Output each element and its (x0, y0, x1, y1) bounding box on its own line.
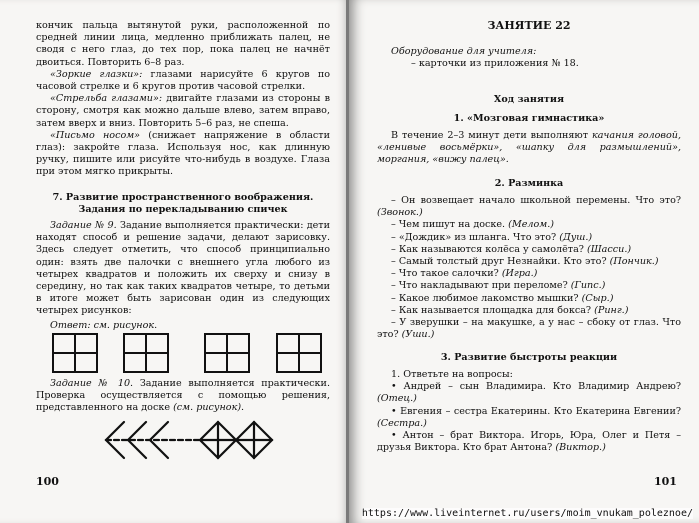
riddle-item: – Чем пишут на доске. (Мелом.) (391, 219, 555, 231)
riddle-list (377, 195, 681, 341)
riddle-item: – «Дождик» из шланга. Что это? (Душ.) (391, 231, 593, 243)
task-9: Задание № 9. Задание выполняется практически: дети находят способ и решение задачи, делают зарисовку. Здесь следует отметить, что способ принципиально один: взять две палочки с внешнего угла любого из четырех квадратов и положить их сверху и снизу в середину, но так как таких квадратов четыре, то детьми в итоге может быть зарисован один из следующих четырех рисунков: Ответ: см. рисунок. (36, 220, 330, 331)
fish-matchstick-figure (100, 418, 280, 462)
course-heading: Ход занятия (493, 94, 565, 105)
riddle-item: • Евгения – сестра Екатерины. Кто Екатерина Евгении? (Сестра.) (377, 405, 681, 429)
equipment-block: Оборудование для учителя: – карточки из приложения № 18. (391, 46, 579, 70)
matchstick-figure-2 (123, 333, 169, 373)
section-1-heading: 1. «Мозговая гимнастика» (453, 113, 605, 124)
left-page-text (36, 20, 330, 179)
riddle-item: • Антон – брат Виктора. Игорь, Юра, Олег и Петя – друзья Виктора. Кто брат Антона? (Виктор.) (377, 430, 681, 454)
left-page (0, 0, 349, 523)
left-page-number: 100 (36, 475, 59, 488)
riddle-item: – Что накладывают при переломе? (Гипс.) (391, 280, 606, 292)
matchstick-figure-1 (52, 333, 98, 373)
matchstick-figure-4 (276, 333, 322, 373)
riddle-item: – У зверушки – на макушке, а у нас – сбоку от глаз. Что это? (Уши.) (377, 317, 681, 341)
riddle-item: – Что такое салочки? (Игра.) (391, 268, 538, 280)
riddle-item: – Он возвещает начало школьной перемены. Что это? (Звонок.) (377, 195, 681, 219)
lesson-title: ЗАНЯТИЕ 22 (487, 19, 571, 32)
exercise-nose-writing: «Письмо носом» (снижает напряжение в области глаз): закройте глаза. Используя нос, как длинную ручку, пишите или рисуйте что-нибудь в воздухе. Глаза при этом мягко прикрыты. (36, 129, 330, 178)
right-page-number: 101 (654, 475, 677, 488)
exercise-eye-shooting: «Стрельба глазами»: двигайте глазами из стороны в сторону, смотря как можно дальше влево, затем вправо, затем вверх и вниз. Повторить 5–6 раз, не спеша. (36, 93, 330, 129)
reaction-questions: 1. Ответьте на вопросы: • Андрей – сын Владимира. Кто Владимир Андрею? (Отец.) • Евгения – сестра Екатерины. Кто Екатерина Евгении? (Сестра.) • Антон – брат Виктора. Игорь, Юра, Олег и Петя – друзья Виктора. Кто брат Антона? (Виктор.) (377, 369, 681, 454)
section-3-heading: 3. Развитие быстроты реакции (440, 352, 618, 363)
task-10: Задание № 10. Задание выполняется практически. Проверка осуществляется с помощью решения, представленного на доске (см. рисунок). (36, 378, 330, 414)
riddle-item: – Самый толстый друг Незнайки. Кто это? (Пончик.) (391, 256, 659, 268)
riddle-item: – Как называется площадка для бокса? (Ринг.) (391, 304, 629, 316)
answer-label: Ответ: см. рисунок. (50, 319, 158, 331)
section-2-heading: 2. Разминка (494, 178, 564, 189)
section-7-heading: 7. Развитие пространственного воображения. Задания по перекладыванию спичек (52, 192, 314, 216)
riddle-item: – Какое любимое лакомство мышки? (Сыр.) (391, 292, 614, 304)
exercise-continuation: кончик пальца вытянутой руки, расположенной по средней линии лица, медленно приближать палец, не сводя с него глаз, до тех пор, пока палец не начнёт двоиться. Повторить 6–8 раз. (36, 20, 330, 68)
riddle-item: – Как называются колёса у самолёта? (Шасси.) (391, 243, 632, 255)
right-page (349, 0, 699, 523)
exercise-sharp-eyes: «Зоркие глазки»: глазами нарисуйте 6 кругов по часовой стрелке и 6 кругов против часовой стрелки. (36, 68, 330, 93)
matchstick-figure-3 (204, 333, 250, 373)
watermark-url[interactable]: https://www.liveinternet.ru/users/moim_vnukam_poleznoe/ (361, 508, 693, 519)
riddle-item: • Андрей – сын Владимира. Кто Владимир Андрею? (Отец.) (377, 381, 681, 405)
section-1-text: В течение 2–3 минут дети выполняют качания головой, «ленивые восьмёрки», «шапку для размышлений», моргания, «вижу палец». (377, 130, 681, 166)
